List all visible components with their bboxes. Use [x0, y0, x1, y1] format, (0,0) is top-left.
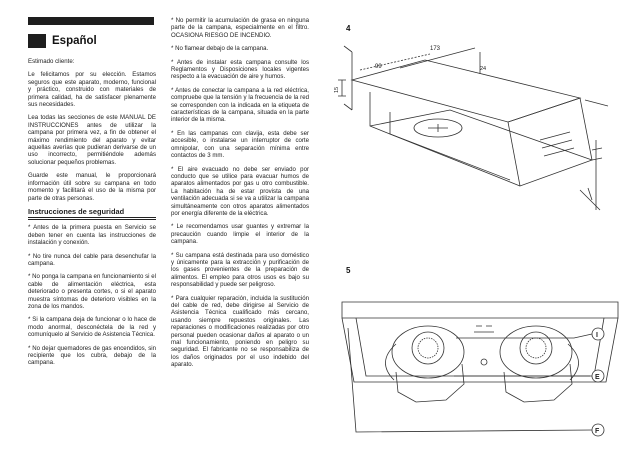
intro-paragraph: Le felicitamos por su elección. Estamos seguros que este aparato, moderno, funcional y práctico, construido con materiales de primera calidad, ha de satisfacer plenamente sus necesidades. — [28, 71, 156, 109]
dimension-label: 15 — [334, 86, 340, 93]
safety-item: * Antes de conectar la campana a la red eléctrica, compruebe que la tensión y la frecuencia de la red se corresponden con la indicada en la etiqueta de características de la campana, situada en la parte interior de la misma. — [171, 86, 309, 124]
section-rule — [28, 219, 156, 220]
safety-item: * Su campana está destinada para uso doméstico y únicamente para la extracción y purificación de los gases provenientes de la preparación de alimentos. El empleo para otros usos es bajo su responsabilidad y puede ser peligroso. — [171, 251, 309, 289]
callout-label-i: I — [596, 332, 598, 339]
figure-4-number: 4 — [346, 24, 351, 33]
callout-label-e: E — [595, 374, 600, 381]
safety-item: * Antes de la primera puesta en Servicio se deben tener en cuenta las instrucciones de instalación y conexión. — [28, 224, 156, 247]
safety-item: * Si la campana deja de funcionar o lo hace de modo anormal, desconéctela de la red y comuníquelo al Servicio de Asistencia Técnica. — [28, 316, 156, 339]
language-heading — [28, 34, 97, 48]
safety-item: * En las campanas con clavija, esta debe ser accesible, o instalarse un interruptor de corte omnipolar, con una separación mínima entre contactos de 3 mm. — [171, 129, 309, 160]
header-bar — [28, 17, 154, 25]
left-column — [28, 58, 156, 373]
keep-manual-paragraph: Guarde este manual, le proporcionará información útil sobre su campana en todo momento y facilitará el uso de la misma por parte de otras personas. — [28, 172, 156, 202]
manual-paragraph: Lea todas las secciones de este MANUAL DE INSTRUCCIONES antes de utilizar la campana por primera vez, a fin de obtener el máximo rendimiento del aparato y evitar aquellas averías que pudieran derivarse de un uso incorrecto, permitiéndole además solucionar pequeños problemas. — [28, 114, 156, 166]
safety-item: * No permitir la acumulación de grasa en ninguna parte de la campana, especialmente en el filtro. OCASIONA RIESGO DE INCENDIO. — [171, 17, 309, 39]
figure-5-number: 5 — [346, 266, 351, 275]
language-marker — [28, 34, 46, 48]
safety-item: * Le recomendamos usar guantes y extremar la precaución cuando limpie el interior de la campana. — [171, 223, 309, 246]
safety-item: * No flamear debajo de la campana. — [171, 45, 269, 53]
safety-item: * No dejar quemadores de gas encendidos, sin recipiente que los cubra, debajo de la campana. — [28, 344, 156, 367]
greeting: Estimado cliente: — [28, 58, 75, 65]
safety-item: * Antes de instalar esta campana consulte los Reglamentos y Disposiciones locales vigentes respecto a la evacuación de aire y humos. — [171, 58, 309, 81]
callout-label-f: F — [595, 428, 600, 435]
figure-4-hood-dimensions — [330, 40, 620, 245]
language-title: Español — [52, 35, 97, 47]
safety-item: * El aire evacuado no debe ser enviado por conducto que se utilice para evacuar humos de aparatos alimentados por gas u otro combustible. La habitación ha de estar provista de una ventilación adecuada si se va a utilizar la campana simultáneamente con otros aparatos alimentados por energía diferente de la eléctrica. — [171, 165, 309, 217]
safety-item: * No ponga la campana en funcionamiento si el cable de alimentación eléctrica, esta deteriorado o presenta cortes, o si el aparato muestra síntomas de deterioro visibles en la zona de los mandos. — [28, 273, 156, 310]
safety-item: * Para cualquier reparación, incluida la sustitución del cable de red, debe dirigirse al Servicio de Asistencia Técnica cualificado más cercano, usando siempre repuestos originales. Las reparaciones o modificaciones realizadas por otro personal pueden ocasionar daños al aparato o un mal funcionamiento, poniendo en peligro su seguridad. El fabricante no se responsabiliza de los daños originados por el uso indebido del aparato. — [171, 294, 309, 369]
middle-column — [171, 17, 309, 375]
dimension-label: 173 — [430, 46, 441, 52]
figure-5-hood-underside — [336, 292, 626, 452]
dimension-label: 99 — [375, 64, 382, 70]
safety-section-title: Instrucciones de seguridad — [28, 208, 156, 218]
safety-item: * No tire nunca del cable para desenchufar la campana. — [28, 252, 156, 267]
dimension-label: 24 — [480, 66, 487, 72]
